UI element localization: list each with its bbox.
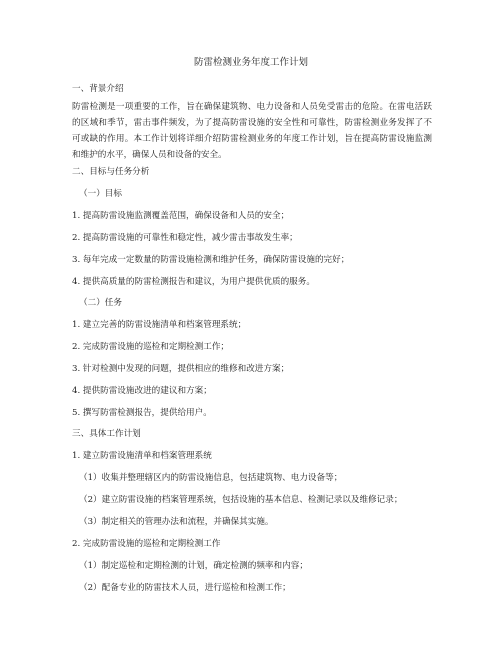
plan-item: （2）配备专业的防雷技术人员，进行巡检和检测工作；: [79, 583, 291, 593]
subheading-tasks: （二）任务: [79, 298, 122, 308]
goal-item: 1. 提高防雷设施监测覆盖范围，确保设备和人员的安全；: [72, 211, 290, 221]
plan-item: （1）制定巡检和定期检测的计划，确定检测的频率和内容；: [79, 561, 308, 571]
plan-heading: 1. 建立防雷设施清单和档案管理系统: [72, 451, 212, 461]
task-item: 3. 针对检测中发现的问题，提供相应的维修和改进方案；: [72, 364, 290, 374]
plan-heading: 2. 完成防雷设施的巡检和定期检测工作: [72, 539, 221, 549]
document-title: 防雷检测业务年度工作计划: [193, 57, 308, 68]
task-item: 2. 完成防雷设施的巡检和定期检测工作；: [72, 342, 230, 352]
goal-item: 4. 提供高质量的防雷检测报告和建议，为用户提供优质的服务。: [72, 277, 315, 287]
plan-item: （2）建立防雷设施的档案管理系统，包括设施的基本信息、检测记录以及维修记录；: [79, 495, 403, 505]
section-heading-goals-tasks: 二、目标与任务分析: [72, 167, 150, 177]
plan-item: （3）制定相关的管理办法和流程，并确保其实施。: [79, 517, 274, 527]
plan-item: （1）收集并整理辖区内的防雷设施信息，包括建筑物、电力设备等；: [79, 473, 343, 483]
task-item: 1. 建立完善的防雷设施清单和档案管理系统；: [72, 320, 247, 330]
background-paragraph: 防雷检测是一项重要的工作，旨在确保建筑物、电力设备和人员免受雷击的危险。在雷电活跃的区域和季节，雷击事件频发，为了提高防雷设施的安全性和可靠性，防雷检测业务发挥了不可或缺的作用。本工作计划将详细介绍防雷检测业务的年度工作计划，旨在提高防雷设施监测和维护的水平，确保人员和设备的安全。: [72, 102, 432, 160]
subheading-goals: （一）目标: [79, 189, 122, 199]
section-heading-background: 一、背景介绍: [72, 84, 124, 94]
section-heading-work-plan: 三、具体工作计划: [72, 429, 141, 439]
goal-item: 3. 每年完成一定数量的防雷设施检测和维护任务，确保防雷设施的完好；: [72, 255, 350, 265]
goal-item: 2. 提高防雷设施的可靠性和稳定性，减少雷击事故发生率；: [72, 233, 298, 243]
task-item: 4. 提供防雷设施改进的建议和方案；: [72, 386, 212, 396]
task-item: 5. 撰写防雷检测报告，提供给用户。: [72, 408, 212, 418]
